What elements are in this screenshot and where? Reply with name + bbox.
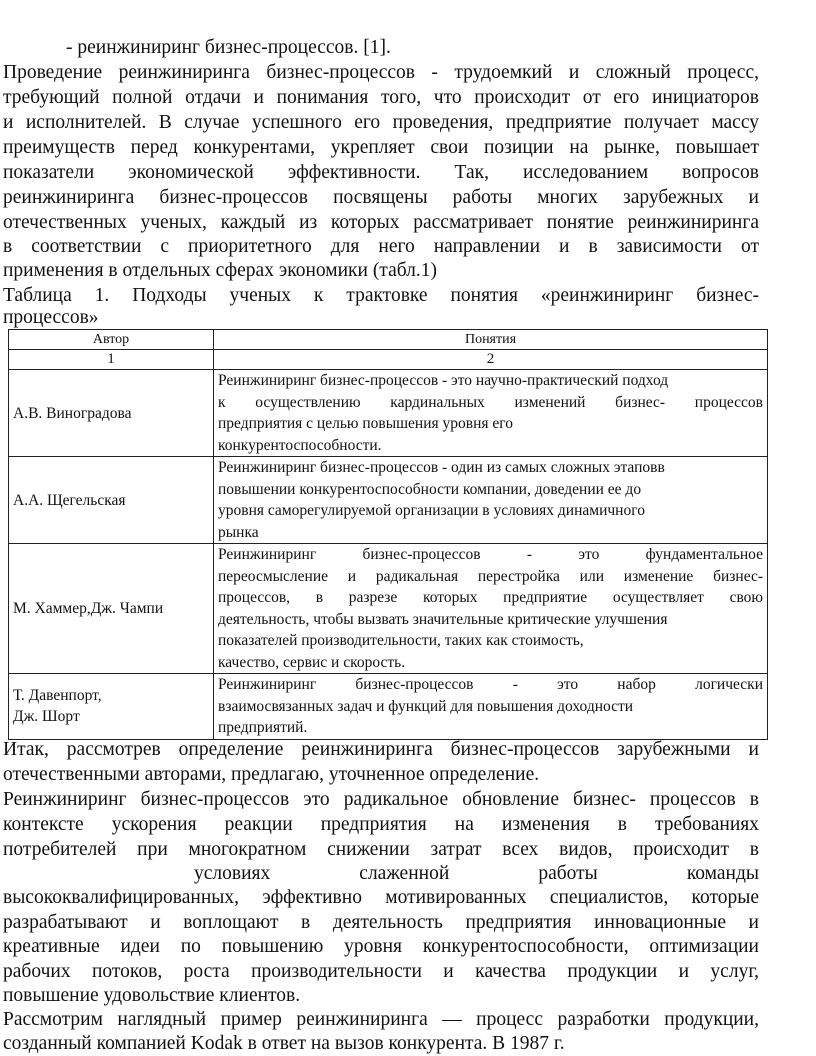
concept-cell — [214, 370, 768, 457]
concept-line: предприятия с целью повышения уровня его — [218, 415, 513, 432]
outro-line: Реинжиниринг бизнес-процессов это радикальное обновление бизнес- процессов в — [3, 789, 759, 810]
concept-line: переосмысление и радикальная перестройка или изменение бизнес- — [218, 567, 763, 585]
intro-line: применения в отдельных сферах экономики (табл.1) — [3, 260, 438, 281]
author-name: М. Хаммер,Дж. Чампи — [13, 600, 164, 617]
concept-line: деятельность, чтобы вызвать значительные критические улучшения — [218, 610, 668, 628]
header-author: Автор — [9, 330, 214, 350]
outro-line: контексте ускорения реакции предприятия на изменения в требованиях — [3, 814, 759, 835]
outro-line: потребителей при многократном снижении затрат всех видов, происходит в — [3, 839, 759, 860]
outro-line: условиях слаженной работы команды — [194, 863, 759, 884]
outro-line: отечественными авторами, предлагаю, уточненное определение. — [3, 764, 540, 785]
concept-cell — [214, 457, 768, 544]
table-row — [9, 674, 768, 740]
author-cell — [9, 370, 214, 457]
outro-line: повышение удовольствие клиентов. — [3, 985, 301, 1006]
concept-line: рынка — [218, 523, 259, 541]
intro-line: требующий полной отдачи и понимания того, что происходит от его инициаторов — [3, 87, 759, 108]
intro-line: преимуществ перед конкурентами, укрепляет свои позиции на рынке, повышает — [3, 137, 759, 158]
concept-line: предприятий. — [218, 719, 308, 736]
intro-line: реинжиниринга бизнес-процессов посвящены работы многих зарубежных и — [3, 187, 759, 208]
table-number-row — [9, 350, 768, 370]
intro-line: и исполнителей. В случае успешного его проведения, предприятие получает массу — [3, 112, 759, 133]
concept-line: показателей производительности, таких как стоимость, — [218, 632, 584, 649]
outro-line: Итак, рассмотрев определение реинжиниринга бизнес-процессов зарубежными и — [3, 739, 759, 760]
table-caption: Таблица 1. Подходы ученых к трактовке понятия «реинжиниринг бизнес- — [3, 285, 759, 306]
table-row — [9, 370, 768, 457]
header-concepts: Понятия — [214, 330, 768, 350]
outro-line: Рассмотрим наглядный пример реинжиниринга — процесс разработки продукции, — [3, 1009, 759, 1030]
author-name: А.А. Щегельская — [13, 491, 126, 509]
concept-cell — [214, 544, 768, 674]
concept-line: Реинжиниринг бизнес-процессов - один из самых сложных этаповв — [218, 459, 665, 476]
author-cell — [9, 674, 214, 740]
concept-line: повышении конкурентоспособности компании, доведении ее до — [218, 480, 642, 498]
concept-line: Реинжиниринг бизнес-процессов - это научно-практический подход — [218, 372, 669, 389]
concept-line: конкурентоспособности. — [218, 436, 382, 454]
intro-line: отечественных ученых, каждый из которых рассматривает понятие реинжиниринга — [3, 212, 759, 233]
author-cell — [9, 457, 214, 544]
outro-line: рабочих потоков, роста производительности и качества продукции и услуг, — [3, 961, 759, 982]
column-number: 2 — [214, 350, 768, 370]
concept-line: Реинжиниринг бизнес-процессов - это набор логически — [218, 676, 763, 693]
intro-line: в соответствии с приоритетного для него направлении и в зависимости от — [3, 236, 759, 257]
outro-line: высококвалифицированных, эффективно мотивированных специалистов, которые — [3, 887, 759, 908]
author-name: Т. Давенпорт, — [13, 687, 102, 705]
author-name: Дж. Шорт — [13, 708, 80, 726]
author-cell — [9, 544, 214, 674]
table-caption: процессов» — [3, 307, 99, 328]
concept-cell — [214, 674, 768, 740]
concept-line: Реинжиниринг бизнес-процессов - это фундаментальное — [218, 546, 763, 563]
column-number: 1 — [9, 350, 214, 370]
approaches-table — [8, 329, 768, 740]
outro-line: разрабатывают и воплощают в деятельность предприятия инновационные и — [3, 912, 759, 933]
table-row — [9, 544, 768, 674]
concept-line: взаимосвязанных задач и функций для повышения доходности — [218, 697, 634, 715]
intro-line: - реинжиниринг бизнес-процессов. [1]. — [66, 37, 391, 58]
author-name: А.В. Виноградова — [13, 404, 132, 422]
concept-line: качество, сервис и скорость. — [218, 653, 406, 671]
outro-line: созданный компанией Kodak в ответ на вызов конкурента. В 1987 г. — [3, 1033, 565, 1054]
intro-line: Проведение реинжиниринга бизнес-процессов - трудоемкий и сложный процесс, — [3, 62, 759, 83]
intro-line: показатели экономической эффективности. Так, исследованием вопросов — [3, 162, 759, 183]
concept-line: уровня саморегулируемой организации в условиях динамичного — [218, 502, 645, 519]
concept-line: процессов, в разрезе которых предприятие осуществляет свою — [218, 589, 763, 606]
outro-line: креативные идеи по повышению уровня конкурентоспособности, оптимизации — [3, 936, 759, 957]
table-row — [9, 457, 768, 544]
table-header-row — [9, 330, 768, 350]
concept-line: к осуществлению кардинальных изменений бизнес- процессов — [218, 393, 763, 411]
